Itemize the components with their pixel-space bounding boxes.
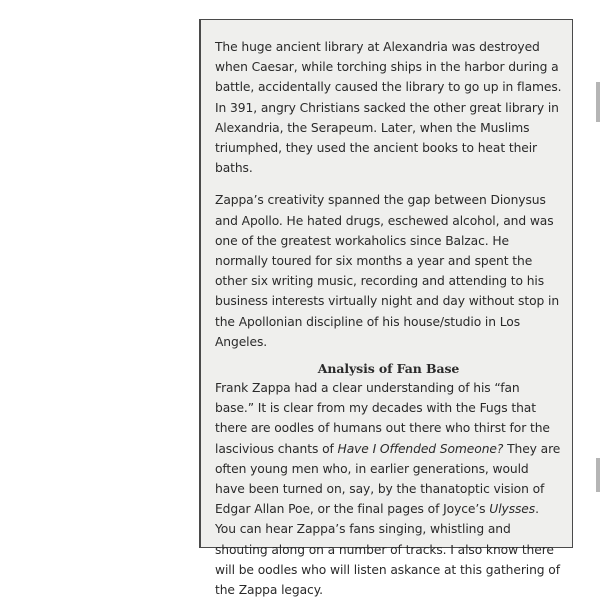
library-paragraph-text: The huge ancient library at Alexandria was destroyed when Caesar, while torching ships in the harbor during a battle, accidentally caused the library to go up in flames. In 391, angry Christians sacked the other great library in Alexandria, the Serapeum. Later, when the Muslims triumphed, they used the ancient books to heat their baths. (215, 40, 562, 176)
fan-base-text-part: . You can hear Zappa’s fans singing, whistling and shouting along on a number of tracks. I also know there will be oodles who will listen askance at this gathering of the Zappa legacy. (215, 502, 560, 598)
fan-base-paragraph (215, 378, 562, 600)
fan-base-text-part: Frank Zappa had a clear understanding of his “fan base.” It is clear from my decades with the Fugs that there are oodles of humans out there who thirst for the lascivious chants of (215, 381, 550, 456)
scan-edge-mark (596, 458, 600, 492)
album-title: Have I Offended Someone? (337, 441, 504, 456)
fan-base-text-part: They are often young men who, in earlier generations, would have been turned on, say, by the thanatoptic vision of Edgar Allan Poe, or the final pages of Joyce’s (215, 441, 561, 517)
creativity-paragraph-text: Zappa’s creativity spanned the gap between Dionysus and Apollo. He hated drugs, eschewed alcohol, and was one of the greatest workaholics since Balzac. He normally toured for six months a year and spent the other six writing music, recording and attending to his business interests virtually night and day without stop in the Apollonian discipline of his house/studio in Los Angeles. (215, 193, 560, 349)
creativity-paragraph (215, 190, 562, 352)
book-title: Ulysses (489, 502, 536, 517)
library-paragraph (215, 37, 562, 178)
section-heading: Analysis of Fan Base (317, 361, 460, 377)
sidebar-box (199, 19, 573, 598)
scan-edge-mark (596, 82, 600, 122)
